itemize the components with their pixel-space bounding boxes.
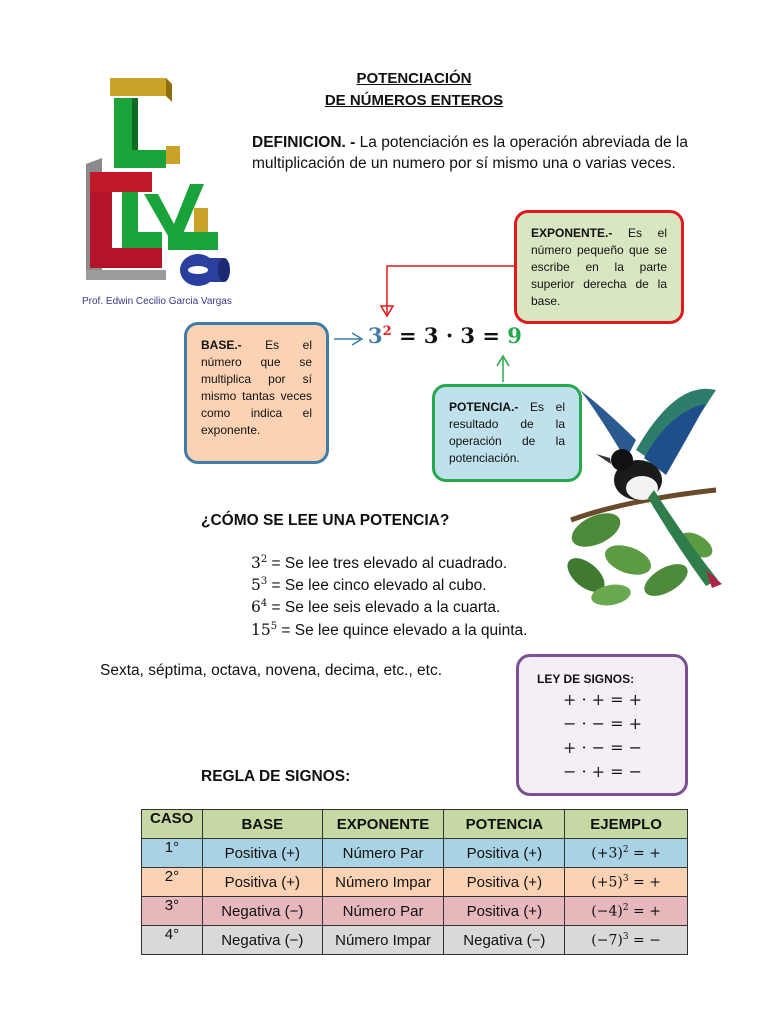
reading-text: = Se lee seis elevado a la cuarta.	[267, 599, 501, 617]
ley-signos-box	[516, 654, 688, 796]
reading-item	[251, 621, 527, 640]
reading-text: = Se lee tres elevado al cuadrado.	[267, 555, 508, 573]
ley-line: − · − = +	[563, 714, 643, 733]
reading-text: = Se lee quince elevado a la quinta.	[277, 622, 528, 640]
table-row	[142, 926, 688, 955]
ejemplo-exponent: 3	[622, 931, 629, 942]
reading-exponent: 5	[270, 621, 278, 632]
cell-ejemplo	[565, 926, 688, 955]
reading-base: 5	[251, 576, 261, 595]
logo-caption: Prof. Edwin Cecilio Garcia Vargas	[82, 296, 232, 307]
reading-exponent: 4	[260, 598, 268, 609]
formula-base: 3	[368, 323, 383, 348]
cell-base: Positiva (+)	[202, 839, 322, 868]
table-header-row	[142, 810, 688, 839]
ejemplo-base: (+3)	[591, 845, 623, 862]
cell-potencia: Negativa (−)	[444, 926, 565, 955]
exponente-label: EXPONENTE.-	[531, 226, 613, 240]
formula-exponent: 2	[382, 324, 392, 339]
reading-base: 3	[251, 554, 261, 573]
signs-table	[141, 809, 688, 955]
exponent-arrow	[387, 266, 514, 314]
cell-caso: 3°	[142, 897, 203, 926]
cell-ejemplo	[565, 897, 688, 926]
bird-illustration	[566, 380, 726, 610]
ley-line: − · + = −	[563, 762, 643, 781]
ejemplo-exponent: 3	[622, 873, 629, 884]
table-row	[142, 868, 688, 897]
cell-exponente: Número Impar	[322, 926, 444, 955]
cell-exponente: Número Par	[322, 897, 444, 926]
formula-middle: = 3 · 3 =	[391, 323, 508, 348]
page-subtitle: DE NÚMEROS ENTEROS	[324, 92, 504, 109]
ejemplo-base: (−7)	[591, 932, 623, 949]
base-label: BASE.-	[201, 338, 242, 352]
ley-title: LEY DE SIGNOS:	[537, 672, 635, 686]
table-row	[142, 839, 688, 868]
potencia-text: Es el resultado de la operación de la potenciación.	[449, 400, 565, 465]
reading-item	[251, 554, 507, 573]
ejemplo-result: = +	[628, 874, 661, 891]
regla-heading: REGLA DE SIGNOS:	[201, 768, 351, 785]
main-formula	[368, 323, 522, 348]
ejemplo-result: = −	[628, 932, 661, 949]
col-header-ejemplo: EJEMPLO	[565, 810, 688, 839]
etc-line: Sexta, séptima, octava, novena, decima, etc., etc.	[100, 662, 443, 679]
potencia-label: POTENCIA.-	[449, 400, 519, 414]
reading-exponent: 2	[260, 554, 268, 565]
reading-exponent: 3	[260, 576, 268, 587]
col-header-exponente: EXPONENTE	[322, 810, 444, 839]
reading-text: = Se lee cinco elevado al cubo.	[267, 577, 487, 595]
cell-potencia: Positiva (+)	[444, 897, 565, 926]
base-box	[184, 322, 329, 464]
ejemplo-exponent: 2	[622, 902, 629, 913]
cell-caso: 1°	[142, 839, 203, 868]
col-header-potencia: POTENCIA	[444, 810, 565, 839]
table-row	[142, 897, 688, 926]
cell-potencia: Positiva (+)	[444, 868, 565, 897]
page-title: POTENCIACIÓN	[356, 70, 472, 87]
cell-exponente: Número Par	[322, 839, 444, 868]
col-header-caso: CASO	[142, 810, 203, 839]
cell-base: Positiva (+)	[202, 868, 322, 897]
ley-line: + · − = −	[563, 738, 643, 757]
como-heading: ¿CÓMO SE LEE UNA POTENCIA?	[201, 512, 450, 529]
cell-caso: 4°	[142, 926, 203, 955]
ejemplo-exponent: 2	[622, 844, 629, 855]
exponente-text: Es el número pequeño que se escribe en la parte superior derecha de la base.	[531, 226, 667, 308]
ejemplo-base: (+5)	[591, 874, 623, 891]
definition-text: La potenciación es la operación abreviada de la multiplicación de un numero por sí mismo una o varias veces.	[252, 134, 688, 172]
base-text: Es el número que se multiplica por sí mismo tantas veces como indica el exponente.	[201, 338, 312, 437]
cell-base: Negativa (−)	[202, 926, 322, 955]
potencia-box	[432, 384, 582, 482]
cell-exponente: Número Impar	[322, 868, 444, 897]
cell-potencia: Positiva (+)	[444, 839, 565, 868]
cell-ejemplo	[565, 868, 688, 897]
definition-label: DEFINICION. -	[252, 134, 356, 151]
ejemplo-result: = +	[628, 903, 661, 920]
reading-item	[251, 576, 487, 595]
ley-line: + · + = +	[563, 690, 643, 709]
cell-base: Negativa (−)	[202, 897, 322, 926]
col-header-base: BASE	[202, 810, 322, 839]
reading-base: 15	[251, 621, 271, 640]
ejemplo-base: (−4)	[591, 903, 623, 920]
reading-base: 6	[251, 598, 261, 617]
reading-item	[251, 598, 500, 617]
cell-caso: 2°	[142, 868, 203, 897]
ejemplo-result: = +	[628, 845, 661, 862]
formula-result: 9	[507, 323, 522, 348]
cell-ejemplo	[565, 839, 688, 868]
